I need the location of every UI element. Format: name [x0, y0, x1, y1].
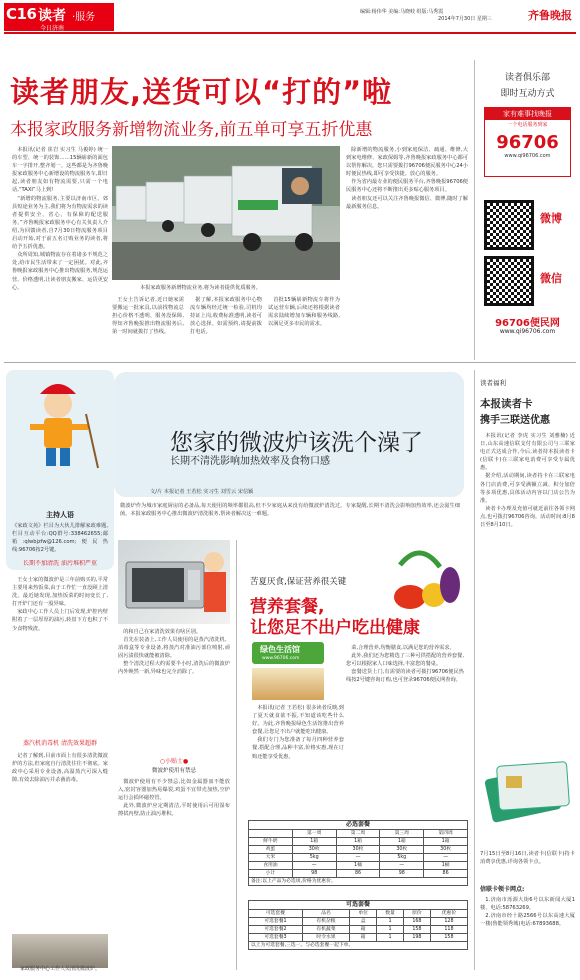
- table1-title: 必选套餐: [248, 820, 468, 829]
- table-cell: 5kg: [292, 854, 336, 862]
- date-line: 2014年7月30日 星期三: [438, 16, 492, 22]
- table-cell: 大米: [249, 854, 293, 862]
- mw-caption: 家政服务中心工作人员清洗微波炉。: [20, 966, 101, 972]
- table-cell: 98: [292, 870, 336, 878]
- lead-photo-caption: 本报家政服务新增物流业务,将为读者提供优质服务。: [140, 285, 261, 291]
- weibo-qr-code[interactable]: [484, 200, 534, 250]
- package-para: 此外,我们还为您精选了三种可供搭配的营养套餐,您可以根据家人口味选择,丰富您的餐桌。: [346, 653, 464, 668]
- table-cell: 30枚: [380, 846, 424, 854]
- page-number: C16: [6, 5, 37, 23]
- sidebar-divider-2: [474, 370, 475, 970]
- lead-headline: 读者朋友,送货可以“打的”啦: [10, 75, 393, 109]
- tips-text: [118, 778, 230, 968]
- table-cell: 小计: [249, 870, 293, 878]
- mw-para: 的和自己在家清洗效果有啥区别。: [123, 629, 202, 635]
- table1-note: 备注:以上产品为必选项,价格为优惠价。: [248, 878, 468, 886]
- package-kicker: 苦夏厌食,保证营养很关键: [250, 577, 347, 587]
- microwave-subhead: 长期不清洗影响加热效率及食物口感: [170, 456, 330, 467]
- mw-para: 整个清洗过程大约需要半小时,清洗后的微波炉内外焕然一新,异味也完全消除了。: [118, 661, 230, 676]
- lead-photo: [112, 146, 340, 280]
- table-header: 单位: [350, 910, 377, 918]
- vegetable-illustration: [390, 545, 470, 615]
- host-text: 《家政文苑》栏目为大伙儿排解家政难题,栏目互动平台:QQ群号:338462655;邮箱:qlwbjzfw@126.com;便民热线:96706按2号键。: [12, 523, 108, 554]
- package-headline-2: 让您足不出户吃出健康: [250, 618, 420, 638]
- card-points: [480, 896, 575, 972]
- hotline-promo: [484, 107, 571, 177]
- table-cell: 有机蔬菜: [302, 926, 349, 934]
- table-row: [249, 870, 468, 878]
- table-header: 第一周: [292, 830, 336, 838]
- table-header: 第三周: [380, 830, 424, 838]
- table-header: 数量: [377, 910, 404, 918]
- brand-url: www.96706.com: [262, 656, 300, 661]
- card-para: 本报讯(记者 李虎 实习生 刘雅楠) 近日,山东高速信联支付有限公司与三联家电正式达成合作,今后,读者持本报读者卡(信联卡)在三联家电消费可享受专属优惠。: [480, 433, 575, 472]
- mw-para: 家政中心工作人员上门后发现,炉腔内壁附着了一层厚厚的油污,转盘下方也积了不少食物残渣。: [12, 609, 108, 632]
- table-cell: 时令水果: [302, 934, 349, 942]
- package-para: 套餐送货上门,有需要的读者可拨打96706便民热线按2号键咨询订购,也可登录96706便民网查询。: [346, 669, 464, 684]
- card-points-head: 信联卡领卡网点:: [480, 886, 525, 893]
- table-cell: 盒: [350, 918, 377, 926]
- mw-col1-head: 长期不加清洗 油污堆积严重: [23, 560, 97, 567]
- header-rule: [4, 32, 576, 34]
- table-row: [249, 926, 468, 934]
- lead-para: 据了解,本报家政服务中心物流车辆均经过统一检验,司机均持证上岗,收费标准透明,读者可放心选择。如需预约,请提前拨打电话。: [190, 297, 262, 336]
- package-para: 我们专门为您准备了每月四种营养套餐,搭配合理,品种丰富,价格实惠,现在订购还能享受优惠。: [252, 737, 344, 760]
- package-col1: [252, 704, 344, 814]
- mw-para: 首先在装备上,工作人员使用的是蒸汽清洗机、消毒盒等专业设备,将蒸汽对准油污部位喷射,顽固污渍很快就能被清除。: [118, 637, 230, 660]
- mw-col1b-text: [12, 752, 108, 930]
- weixin-qr-code[interactable]: [484, 256, 534, 306]
- table-row: [249, 854, 468, 862]
- lead-col-b1: [112, 296, 184, 376]
- table-cell: 有机杂粮: [302, 918, 349, 926]
- section-title: 读者: [38, 8, 66, 24]
- table-cell: 可选套餐3: [249, 934, 303, 942]
- table-header: 优惠价: [430, 910, 467, 918]
- card-point: 1.济南市泺源大街6号以东新闻大厦1楼、电话:58763269。: [480, 897, 575, 912]
- lead-subhead: 本报家政服务新增物流业务,前五单可享五折优惠: [10, 120, 373, 140]
- card-para: 据介绍,活动期间,读者持卡在三联家电各门店消费,可享受满额立减、积分加倍等多项优惠,具体活动内容以门店公告为准。: [480, 473, 575, 504]
- table-cell: 30枚: [424, 846, 468, 854]
- table-cell: 箱: [350, 926, 377, 934]
- sidebar-divider: [474, 60, 475, 360]
- microwave-photo: [118, 540, 230, 624]
- table-cell: 30枚: [292, 846, 336, 854]
- card-headline-2: 携手三联送优惠: [480, 415, 550, 426]
- table-row: [249, 862, 468, 870]
- table-cell: 1桶: [424, 862, 468, 870]
- table2-note: 以上为可选套餐,三选一。与必选套餐一起下单。: [248, 942, 468, 950]
- food-photo: [252, 668, 324, 700]
- card-para: 读者卡办理及充值可就近前往各领卡网点,也可拨打96706咨询。活动时间:8月8日至8月10日。: [480, 505, 575, 529]
- table-cell: 1箱: [380, 838, 424, 846]
- page-header: [0, 0, 580, 33]
- club-subtitle: 即时互动方式: [500, 89, 555, 99]
- table-cell: 可选套餐1: [249, 918, 303, 926]
- lead-para: “新增的物流服务,主要以济南市区、郊县短途业务为主,我们将为有物流需求的读者提供安全、省心、有保障的配送服务。”齐鲁晚报家政服务中心有关负责人介绍,为回馈读者,自7月30日物流服务项目启动开始,对于前五名订购业务的读者,将给予五折优惠。: [12, 195, 108, 251]
- package-col2: [346, 644, 464, 814]
- table-row: [249, 838, 468, 846]
- editor-line: 编辑:杨伟华 美编:马晓岐 组版:马秀霞: [360, 9, 444, 15]
- card-headline-1: 本报读者卡: [480, 398, 533, 410]
- tips-para: 此外,微波炉应定期清洁,平时使用后可用湿布擦拭内壁,防止油污堆积。: [118, 803, 230, 818]
- table-row: [249, 918, 468, 926]
- table-cell: 箱: [350, 934, 377, 942]
- microwave-byline: 文/片 本报记者 王若松 实习生 刘雪云 宋信颖: [150, 489, 254, 495]
- table-cell: —: [336, 854, 380, 862]
- table-cell: —: [380, 862, 424, 870]
- brand-name: 绿色生活馆: [260, 645, 300, 654]
- card-kicker: 读者福利: [480, 379, 506, 387]
- table-header: 可选套餐: [249, 910, 303, 918]
- table-cell: 168: [403, 918, 430, 926]
- table-cell: 1箱: [336, 838, 380, 846]
- lead-para: 除新增的物流服务,小到家庭保洁、疏通、维修,大到家电维修、家政保姆等,齐鲁晚报家政服务中心都可以帮你解决。您只需要拨打96706便民服务中心24小时便民热线,即可享受快捷、放心的服务。: [346, 147, 468, 178]
- tips-head: ○小贴士●: [159, 758, 189, 765]
- package-para: 本报讯(记者 王若松) 很多读者反映,到了夏天就食欲不振,不知道该吃些什么好。为此,齐鲁晚报绿色生活馆推出营养套餐,让您足不出户就能吃出健康。: [252, 705, 344, 736]
- promo-top: 家有难事找晚报: [485, 108, 570, 120]
- package-para: 菜,合理营养,均衡膳食,以满足您的营养需求。: [351, 645, 455, 651]
- table-cell: 98: [380, 870, 424, 878]
- table-header: [249, 830, 293, 838]
- table-cell: 食用油: [249, 862, 293, 870]
- table-cell: 158: [430, 934, 467, 942]
- mw-para: 记者了解到,目前市面上有很多清洗微波炉的方法,但家庭自行清洗往往不彻底。家政中心采用专业设备,高温蒸汽可深入缝隙,有效去除油污并杀菌消毒。: [12, 753, 108, 784]
- table-cell: 30枚: [336, 846, 380, 854]
- lead-para: 本报讯(记者 崔岩 实习生 马俊婷) 统一的车型、统一的装饰……15辆崭新的面包车一字排开,整齐划一。这些都是为齐鲁晚报家政服务中心新增设的物流服务车,即日起,读者朋友如有物流需要,只需一个电话,“TAXI”马上到!: [12, 147, 108, 194]
- tips-sub: 微波炉使用有禁忌: [151, 768, 196, 774]
- table-cell: 86: [424, 870, 468, 878]
- optional-package-table: [248, 900, 468, 950]
- table2: [248, 909, 468, 942]
- lead-col-b2: [190, 296, 262, 376]
- mw-col2-text: [118, 628, 230, 750]
- weibo-label: 微博: [540, 212, 562, 225]
- promo-mid: 一个电话服务到家: [507, 122, 548, 128]
- tips-para: 微波炉使用有不少禁忌,比如金属器皿不能放入,密封容器加热易爆裂,鸡蛋不宜带壳加热,空炉运行会损坏磁控管。: [118, 779, 230, 802]
- table-cell: 1桶: [336, 862, 380, 870]
- card-date-note: 7月15日至8月16日,读者卡(信联卡)持卡消费享优惠,详询各领卡点。: [480, 851, 575, 866]
- table-cell: —: [424, 854, 468, 862]
- lead-para: 王女士告诉记者,近日她家需要搬运一批家具,以前找物流总担心价格不透明、服务没保障,得知齐鲁晚报推出物流服务后,第一时间就拨打了热线。: [112, 297, 184, 336]
- weixin-label: 微信: [540, 272, 562, 285]
- lead-para: 作为省内最专业的便民服务平台,齐鲁晚报96706便民服务中心还将不断推出更多贴心服务项目。: [346, 179, 468, 194]
- lead-para: 首批15辆崭新物流车将作为试运营车辆,后续还将根据读者需求陆续增加车辆和服务线路,以满足更多市民的需求。: [268, 297, 340, 328]
- mw-col1-text: [12, 576, 108, 734]
- table-cell: 158: [403, 926, 430, 934]
- lead-col-b3: [268, 296, 340, 376]
- promo-url: www.qi96706.com: [504, 153, 551, 159]
- card-text: [480, 432, 575, 692]
- required-package-table: [248, 820, 468, 886]
- lead-col-3: [346, 146, 468, 352]
- mw-para: 王女士家的微波炉是三年前购买的,平常主要用来热饭菜,由于工作忙一直没顾上清洗。最近她发现,加热饭菜的时间变长了,打开炉门还有一股异味。: [12, 577, 108, 608]
- section-sub: ·服务: [72, 12, 96, 23]
- table-cell: 鲜牛奶: [249, 838, 293, 846]
- table-header: 品名: [302, 910, 349, 918]
- table-cell: 鸡蛋: [249, 846, 293, 854]
- table-cell: 128: [430, 918, 467, 926]
- hotline-web: 96706便民网: [495, 318, 560, 329]
- table-cell: 1: [377, 926, 404, 934]
- table-cell: 5kg: [380, 854, 424, 862]
- reader-card-image: [484, 728, 574, 846]
- host-title: 主持人语: [46, 511, 74, 519]
- mw-small-photo: [12, 934, 108, 968]
- section-divider: [4, 362, 576, 363]
- column-divider: [236, 540, 237, 970]
- microwave-headline: 您家的微波炉该洗个澡了: [170, 430, 423, 456]
- table-row: [249, 934, 468, 942]
- table-cell: —: [292, 862, 336, 870]
- table-cell: 86: [336, 870, 380, 878]
- package-headline-1: 营养套餐,: [250, 597, 325, 617]
- mw-col1-head2: 蒸汽机消毒机 清洗效果超群: [23, 740, 97, 747]
- section-tag: 今日济南: [40, 25, 65, 32]
- lead-para: 读者朋友还可以关注齐鲁晚报微信、微博,随时了解最新服务信息。: [346, 195, 468, 210]
- table2-title: 可选套餐: [248, 900, 468, 909]
- lead-col-1: [12, 146, 108, 352]
- table-cell: 1: [377, 934, 404, 942]
- promo-number: 96706: [496, 132, 559, 153]
- table-cell: 1: [377, 918, 404, 926]
- club-title: 读者俱乐部: [504, 73, 550, 83]
- mascot-illustration: [10, 374, 110, 474]
- table1: [248, 829, 468, 878]
- lead-para: 众所周知,城镇物流存在着诸多不规范之处,给市民生活带来了一定困扰。对此,齐鲁晚报家政服务中心推出物流服务,规范运营、价格透明,让读者朋友搬家、运货更安心。: [12, 252, 108, 291]
- table-header: 第四周: [424, 830, 468, 838]
- table-cell: 118: [430, 926, 467, 934]
- reader-club-sidebar: [480, 70, 575, 350]
- table-cell: 1箱: [292, 838, 336, 846]
- paper-logo: 齐鲁晚报: [528, 9, 572, 22]
- table-cell: 可选套餐2: [249, 926, 303, 934]
- microwave-lead: 微波炉作为城市家庭厨房的必备品,每天使用的频率都很高,但不少家庭从来没有给微波炉清洗过。专家提醒,长期不清洗会影响加热效率,还会滋生细菌。本报家政服务中心推出微波炉清洗服务,帮读者解决这一难题。: [120, 503, 460, 518]
- table-row: [249, 846, 468, 854]
- table-header: 原价: [403, 910, 430, 918]
- card-point: 2.济南市经十路2566号以东高速大厦一楼(鲁能领秀城)电话:67893688。: [480, 913, 575, 928]
- table-header: 第二周: [336, 830, 380, 838]
- table-cell: 198: [403, 934, 430, 942]
- hotline-web-url: www.qi96706.com: [499, 328, 556, 335]
- table-cell: 1箱: [424, 838, 468, 846]
